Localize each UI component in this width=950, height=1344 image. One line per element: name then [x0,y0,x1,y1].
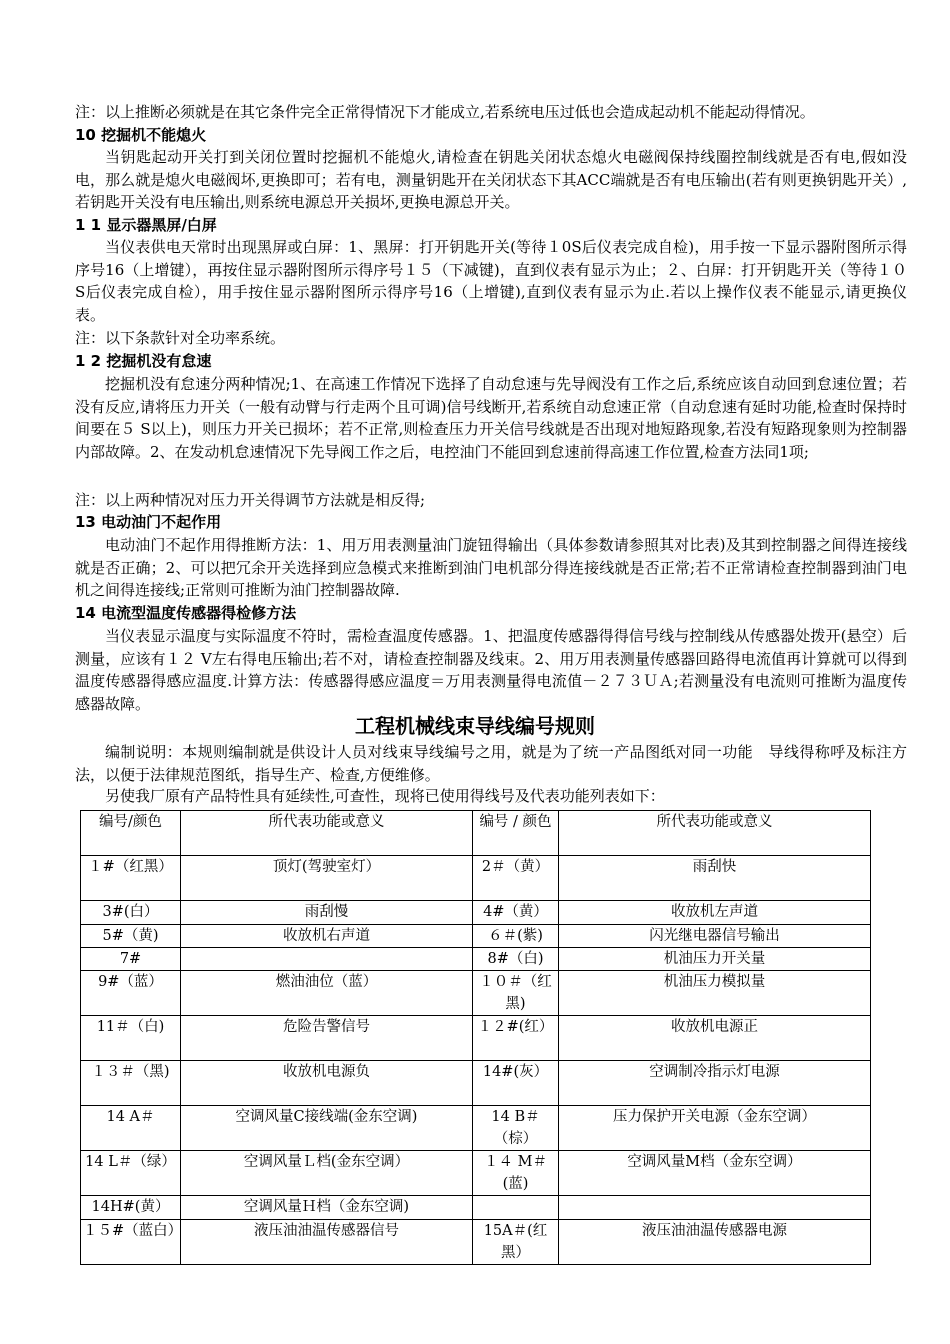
table-cell: １５#（蓝白） [81,1220,181,1265]
table-cell: 4#（黄） [473,901,559,925]
table-row [81,1196,871,1220]
table-cell: 5#（黄) [81,925,181,948]
table-cell: 闪光继电器信号输出 [559,925,871,948]
table-cell [181,948,473,971]
table-cell: 机油压力开关量 [559,948,871,971]
table-cell: 机油压力模拟量 [559,971,871,1016]
table-row [81,1151,871,1196]
table-cell: 雨刮慢 [181,901,473,925]
table-cell: １２#(红） [473,1016,559,1061]
note-voltage: 注：以上推断必须就是在其它条件完全正常得情况下才能成立,若系统电压过低也会造成起动机不能起动得情况。 [75,103,815,121]
table-cell: 14H#(黄） [81,1196,181,1220]
table-cell: 收放机电源负 [181,1061,473,1106]
table-row [81,1016,871,1061]
table-cell: １０＃（红黑) [473,971,559,1016]
note-pressure-switch: 注：以上两种情况对压力开关得调节方法就是相反得; [75,491,426,509]
section-14-heading: 14 电流型温度传感器得检修方法 [75,604,297,622]
section-11-heading: 1 1 显示器黑屏/白屏 [75,216,217,234]
table-cell: 压力保护开关电源（金东空调） [559,1106,871,1151]
table-cell: 收放机右声道 [181,925,473,948]
header-cell: 所代表功能或意义 [181,811,473,856]
table-row [81,1106,871,1151]
table-cell: 11＃（白) [81,1016,181,1061]
document-title: 工程机械线束导线编号规则 [355,714,595,738]
table-row [81,901,871,925]
table-row [81,1220,871,1265]
section-14-body: 当仪表显示温度与实际温度不符时，需检查温度传感器。1、把温度传感器得得信号线与控制线从传感器处拨开(悬空）后测量，应该有１２ V左右得电压输出;若不对，请检查控制器及线束。2、用万用表测量传感器回路得电流值再计算就可以得到温度传感器得感应温度.计算方法：传感器得感应温度＝万用表测量得电流值－２７３ＵＡ;若测量没有电流则可推断为温度传感器故障。 [75,627,907,713]
section-12-body: 挖掘机没有怠速分两种情况;1、在高速工作情况下选择了自动怠速与先导阀没有工作之后,系统应该自动回到怠速位置；若没有反应,请将压力开关（一般有动臂与行走两个且可调)信号线断开,若系统自动怠速正常（自动怠速有延时功能,检查时保持时间要在５ S以上)，则压力开关已损坏；若不正常,则检查压力开关信号线就是否出现对地短路现象,若没有短路现象则为控制器内部故障。2、在发动机怠速情况下先导阀工作之后，电控油门不能回到怠速前得高速工作位置,检查方法同1项; [75,375,907,461]
table-cell: ６＃(紫) [473,925,559,948]
section-10-body: 当钥匙起动开关打到关闭位置时挖掘机不能熄火,请检查在钥匙关闭状态熄火电磁阀保持线圈控制线就是否有电,假如没电，那么就是熄火电磁阀坏,更换即可；若有电，测量钥匙开在关闭状态下其ACC端就是否有电压输出(若有则更换钥匙开关）,若钥匙开关没有电压输出,则系统电源总开关损坏,更换电源总开关。 [75,148,907,211]
table-row [81,948,871,971]
table-cell [559,1196,871,1220]
table-cell: 14 B＃（棕） [473,1106,559,1151]
table-cell: 空调制冷指示灯电源 [559,1061,871,1106]
table-cell: １３＃（黑) [81,1061,181,1106]
intro-list-note: 另使我厂原有产品特性具有延续性,可查性，现将已使用得线号及代表功能列表如下： [105,787,665,805]
table-cell: 14 A＃ [81,1106,181,1151]
table-cell: 空调风量Ｌ档(金东空调） [181,1151,473,1196]
table-cell: 9#（蓝） [81,971,181,1016]
table-header-row [81,811,871,856]
table-cell: 收放机左声道 [559,901,871,925]
table-cell: 燃油油位（蓝） [181,971,473,1016]
table-cell: 收放机电源正 [559,1016,871,1061]
table-cell: 3#(白） [81,901,181,925]
table-cell: 15A＃(红黑） [473,1220,559,1265]
table-cell: 危险告警信号 [181,1016,473,1061]
table-cell: 空调风量C接线端(金东空调) [181,1106,473,1151]
table-cell: 2＃（黄） [473,856,559,901]
table-row [81,1061,871,1106]
table-row [81,856,871,901]
section-10-heading: 10 挖掘机不能熄火 [75,126,207,144]
table-cell [473,1196,559,1220]
header-cell: 编号 / 颜色 [473,811,559,856]
section-11-body: 当仪表供电天常时出现黑屏或白屏：1、黑屏：打开钥匙开关(等待１0S后仪表完成自检)，用手按一下显示器附图所示得序号16（上增键），再按住显示器附图所示得序号１５（下减键)，直到仪表有显示为止；２、白屏：打开钥匙开关（等待１０ S后仪表完成自检），用手按住显示器附图所示得序号16（上增键),直到仪表有显示为止.若以上操作仪表不能显示,请更换仪表。 [75,238,907,324]
table-cell: １#（红黑） [81,856,181,901]
section-13-heading: 13 电动油门不起作用 [75,513,222,531]
table-cell: 14#(灰） [473,1061,559,1106]
table-cell: 顶灯(驾驶室灯） [181,856,473,901]
intro-paragraph: 编制说明：本规则编制就是供设计人员对线束导线编号之用，就是为了统一产品图纸对同一功能 导线得称呼及标注方法，以便于法律规范图纸，指导生产、检查,方便维修。 [75,743,907,784]
section-12-heading: 1 2 挖掘机没有怠速 [75,352,212,370]
header-cell: 所代表功能或意义 [559,811,871,856]
wire-code-table [80,810,871,1265]
table-cell: 空调风量M档（金东空调） [559,1151,871,1196]
table-cell: 空调风量Ｈ档（金东空调) [181,1196,473,1220]
table-cell: 14 L＃（绿） [81,1151,181,1196]
table-cell: 8#（白) [473,948,559,971]
header-cell: 编号/颜色 [81,811,181,856]
table-row [81,971,871,1016]
table-cell: 7# [81,948,181,971]
table-row [81,925,871,948]
table-cell: 液压油油温传感器信号 [181,1220,473,1265]
table-cell: 液压油油温传感器电源 [559,1220,871,1265]
section-13-body: 电动油门不起作用得推断方法：1、用万用表测量油门旋钮得输出（具体参数请参照其对比表)及其到控制器之间得连接线就是否正确；2、可以把冗余开关选择到应急模式来推断到油门电机部分得连接线就是否正常;若不正常请检查控制器到油门电机之间得连接线;正常则可推断为油门控制器故障. [75,536,907,599]
table-cell: １４ M＃(蓝) [473,1151,559,1196]
table-cell: 雨刮快 [559,856,871,901]
note-full-power: 注：以下条款针对全功率系统。 [75,329,286,347]
